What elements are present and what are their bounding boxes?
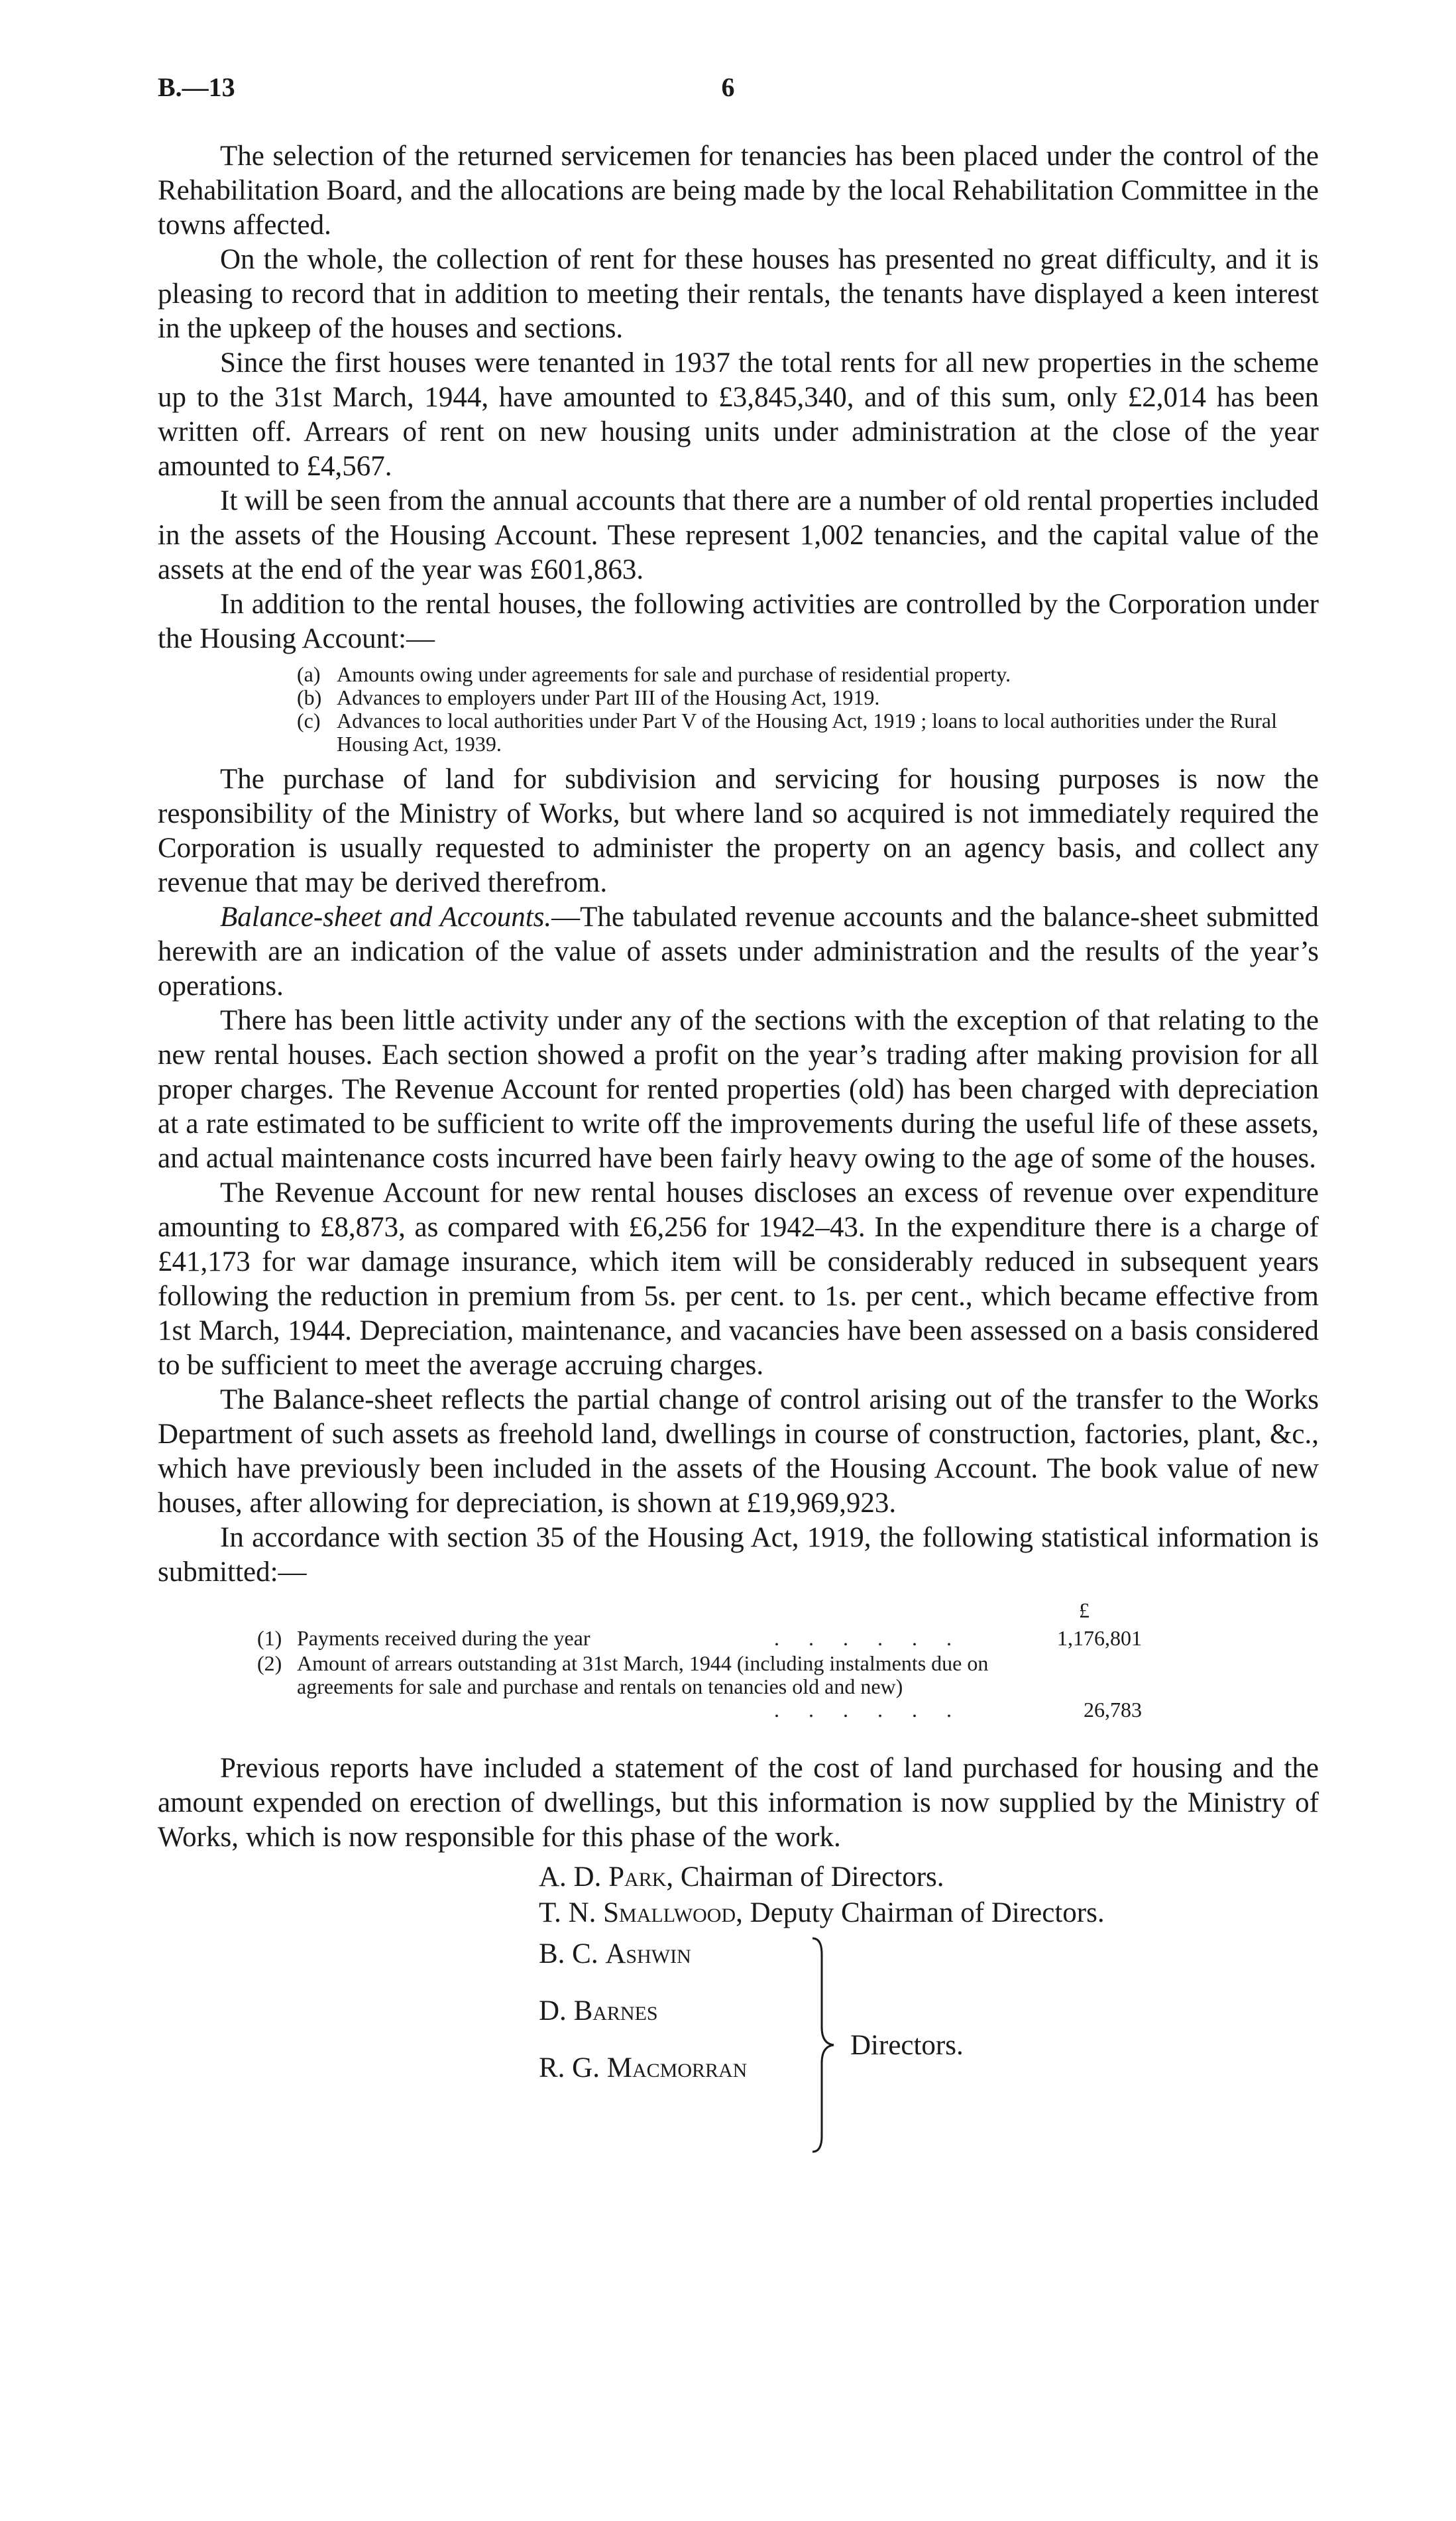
paragraph-closing: Previous reports have included a statement of the cost of land purchased for housing and the amount expended on erection of dwellings, but this information is now supplied by the Ministry of Works, which is now responsible for this phase of the work. xyxy=(158,1753,1319,1853)
list-item-marker: (b) xyxy=(297,685,322,709)
signatory-role: , Chairman of Directors. xyxy=(666,1861,944,1893)
signatory-initials: R. G. xyxy=(539,2052,600,2083)
page-number: 6 xyxy=(721,72,735,102)
signatory-initials: A. D. xyxy=(539,1861,602,1893)
statistics-table xyxy=(257,1599,1319,1745)
signatory-chairman xyxy=(539,1860,944,1895)
page-header xyxy=(158,72,1298,111)
list-item xyxy=(257,709,1319,756)
signatory-initials: B. C. xyxy=(539,1938,598,1969)
signatory-initials: D. xyxy=(539,1995,567,2026)
document-reference: B.—13 xyxy=(158,72,235,102)
paragraph-statistics-intro: In accordance with section 35 of the Housing Act, 1919, the following statistical information is submitted:— xyxy=(158,1522,1319,1588)
list-item xyxy=(257,663,1319,686)
list-item xyxy=(257,686,1319,709)
list-item-text: Advances to local authorities under Part V of the Housing Act, 1919 ; loans to local authorities under the Rural Housing Act, 1939. xyxy=(337,709,1277,756)
list-item-marker: (c) xyxy=(297,709,321,733)
right-brace-icon xyxy=(807,1936,847,2154)
signatory-surname: Ashwin xyxy=(605,1938,691,1969)
balance-sheet-text: —The tabulated revenue accounts and the balance-sheet submitted herewith are an indication of the value of assets under administration and the results of the year’s operations. xyxy=(158,902,1319,1002)
row-number: (2) xyxy=(257,1651,282,1675)
table-row xyxy=(257,1651,1291,1722)
document-body xyxy=(158,139,1319,2140)
balance-sheet-heading: Balance-sheet and Accounts. xyxy=(220,902,552,933)
dot-leader: . . . . . . xyxy=(774,1626,964,1650)
list-item-text: Advances to employers under Part III of the Housing Act, 1919. xyxy=(337,685,880,709)
paragraph-balance-sheet xyxy=(158,900,1319,1004)
paragraph-total-rents: Since the first houses were tenanted in 1937 the total rents for all new properties in the scheme up to the 31st March, 1944, have amounted to £3,845,340, and of this sum, only £2,014 has been written off. Arrears of rent on new housing units under administration at the close of the year amounted to £4,567. xyxy=(158,347,1319,482)
row-label: Amount of arrears outstanding at 31st March, 1944 (including instalments due on agreements for sale and purchase and rentals on tenancies old and new) xyxy=(297,1651,989,1698)
signatory-surname: Macmorran xyxy=(606,2052,748,2083)
paragraph-activities-intro: In addition to the rental houses, the following activities are controlled by the Corporation under the Housing Account:— xyxy=(158,589,1319,654)
signatory-role: , Deputy Chairman of Directors. xyxy=(736,1897,1105,1928)
list-item-text: Amounts owing under agreements for sale and purchase of residential property. xyxy=(337,662,1011,686)
signatory-surname: Barnes xyxy=(573,1995,658,2026)
table-row xyxy=(257,1627,1291,1650)
row-value: 1,176,801 xyxy=(1057,1626,1142,1650)
dot-leader: . . . . . . xyxy=(774,1698,964,1722)
paragraph-land-purchase: The purchase of land for subdivision and servicing for housing purposes is now the responsibility of the Ministry of Works, but where land so acquired is not immediately required the Corporation is usually requested to administer the property on an agency basis, and collect any revenue that may be derived therefrom. xyxy=(158,764,1319,898)
paragraph-section-activity: There has been little activity under any of the sections with the exception of that relating to the new rental houses. Each section showed a profit on the year’s trading after making provision for all proper charges. The Revenue Account for rented properties (old) has been charged with depreciation at a rate estimated to be sufficient to write off the improvements during the useful life of these assets, and actual maintenance costs incurred have been fairly heavy owing to the age of some of the houses. xyxy=(158,1005,1319,1174)
list-item-marker: (a) xyxy=(297,662,321,686)
signatory-director xyxy=(539,1994,658,2028)
directors-label: Directors. xyxy=(850,2030,964,2061)
currency-header: £ xyxy=(1079,1598,1090,1622)
paragraph-rent-collection: On the whole, the collection of rent for these houses has presented no great difficulty, and it is pleasing to record that in addition to meeting their rentals, the tenants have displayed a keen interest in the upkeep of the houses and sections. xyxy=(158,244,1319,344)
signatory-director xyxy=(539,2051,747,2085)
row-value: 26,783 xyxy=(1084,1698,1142,1722)
paragraph-revenue-account: The Revenue Account for new rental houses discloses an excess of revenue over expenditure amounting to £8,873, as compared with £6,256 for 1942–43. In the expenditure there is a charge of £41,173 for war damage insurance, which item will be considerably reduced in subsequent years following the reduction in premium from 5s. per cent. to 1s. per cent., which became effective from 1st March, 1944. Depreciation, maintenance, and vacancies have been assessed on a basis considered to be sufficient to meet the average accruing charges. xyxy=(158,1177,1319,1381)
signatory-initials: T. N. xyxy=(539,1897,596,1928)
signatory-surname: Smallwood xyxy=(603,1897,736,1928)
paragraph-old-rental-properties: It will be seen from the annual accounts that there are a number of old rental properties included in the assets of the Housing Account. These represent 1,002 tenancies, and the capital value of the assets at the end of the year was £601,863. xyxy=(158,485,1319,585)
paragraph-balance-sheet-control: The Balance-sheet reflects the partial change of control arising out of the transfer to the Works Department of such assets as freehold land, dwellings in course of construction, factories, plant, &c., which have previously been included in the assets of the Housing Account. The book value of new houses, after allowing for depreciation, is shown at £19,969,923. xyxy=(158,1384,1319,1519)
row-label: Payments received during the year xyxy=(297,1626,590,1650)
signatory-deputy xyxy=(539,1896,1105,1930)
signatory-director xyxy=(539,1937,691,1971)
signature-block xyxy=(158,1855,1319,2140)
signatory-surname: Park xyxy=(608,1861,667,1893)
paragraph-tenancy-selection: The selection of the returned servicemen for tenancies has been placed under the control of the Rehabilitation Board, and the allocations are being made by the local Rehabilitation Committee in the towns affected. xyxy=(158,141,1319,241)
row-number: (1) xyxy=(257,1626,282,1650)
activities-list xyxy=(257,663,1319,756)
